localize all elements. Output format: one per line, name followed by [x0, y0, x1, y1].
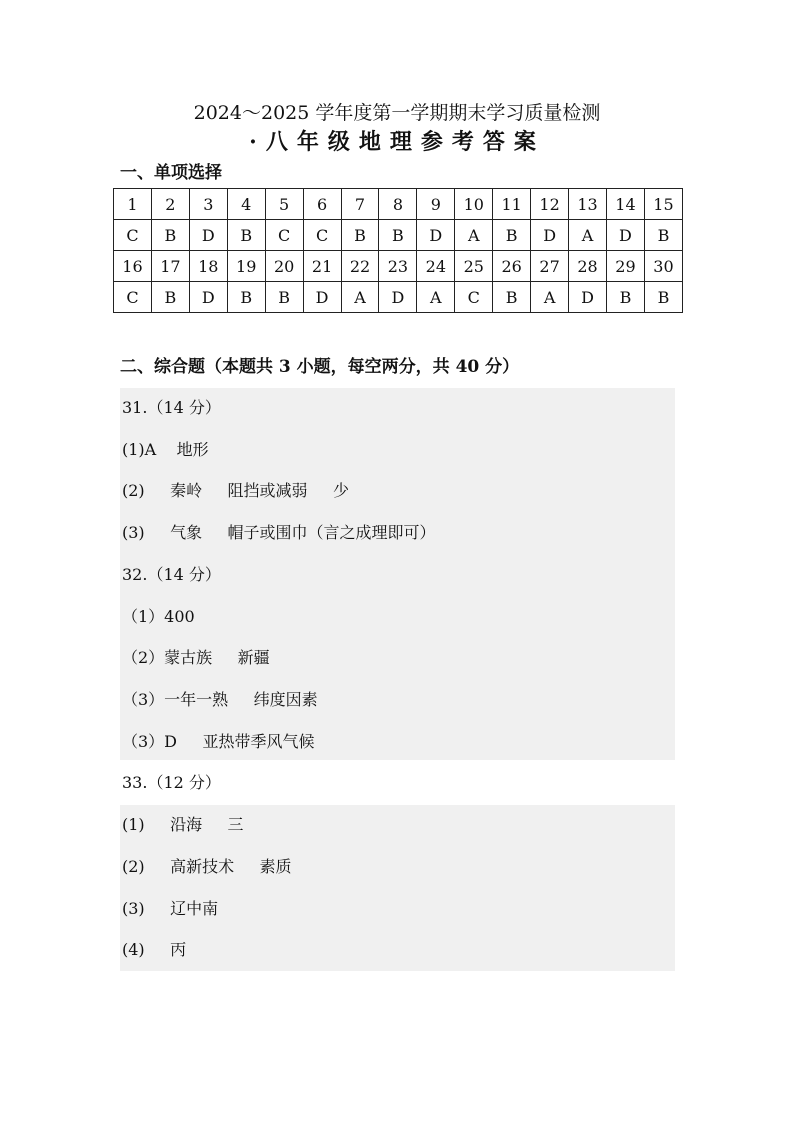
- question-number-cell: 14: [606, 189, 644, 220]
- answer-cell: B: [151, 220, 189, 251]
- answer-cell: A: [455, 220, 493, 251]
- question-number-cell: 30: [644, 251, 682, 282]
- document-subtitle: ·八年级地理参考答案: [249, 129, 545, 155]
- question-number-row: [114, 189, 683, 220]
- answer-row: [114, 220, 683, 251]
- question-number-cell: 28: [569, 251, 607, 282]
- question-32-answer-2: （2）蒙古族 新疆: [122, 648, 270, 667]
- answer-cell: D: [417, 220, 455, 251]
- question-33-title: 33.（12 分）: [122, 773, 221, 792]
- answer-cell: B: [151, 282, 189, 313]
- answer-cell: D: [189, 282, 227, 313]
- question-number-cell: 7: [341, 189, 379, 220]
- answer-cell: A: [531, 282, 569, 313]
- question-number-cell: 21: [303, 251, 341, 282]
- question-32-answer-1: （1）400: [122, 607, 195, 626]
- answer-cell: D: [303, 282, 341, 313]
- question-number-cell: 10: [455, 189, 493, 220]
- question-32-title: 32.（14 分）: [122, 565, 221, 584]
- question-number-cell: 26: [493, 251, 531, 282]
- document-title: 2024～2025 学年度第一学期期末学习质量检测: [193, 102, 601, 124]
- answer-cell: B: [227, 220, 265, 251]
- answer-cell: D: [569, 282, 607, 313]
- answer-cell: C: [265, 220, 303, 251]
- answer-cell: A: [569, 220, 607, 251]
- answer-cell: B: [341, 220, 379, 251]
- question-33-answer-4: (4) 丙: [122, 940, 187, 959]
- answer-cell: B: [644, 220, 682, 251]
- question-number-row: [114, 251, 683, 282]
- answer-cell: B: [493, 220, 531, 251]
- answer-table: [113, 188, 683, 313]
- answer-cell: C: [114, 220, 152, 251]
- question-number-cell: 6: [303, 189, 341, 220]
- section-heading-comprehensive: 二、综合题（本题共 3 小题，每空两分，共 40 分）: [120, 357, 520, 377]
- question-32-answer-3: （3）一年一熟 纬度因素: [122, 690, 318, 709]
- answer-cell: A: [341, 282, 379, 313]
- answer-cell: C: [303, 220, 341, 251]
- question-33-answer-1: (1) 沿海 三: [122, 815, 244, 834]
- question-number-cell: 9: [417, 189, 455, 220]
- question-number-cell: 23: [379, 251, 417, 282]
- answer-cell: D: [379, 282, 417, 313]
- question-number-cell: 2: [151, 189, 189, 220]
- question-number-cell: 20: [265, 251, 303, 282]
- question-number-cell: 29: [606, 251, 644, 282]
- answer-cell: D: [189, 220, 227, 251]
- question-number-cell: 27: [531, 251, 569, 282]
- answer-cell: C: [455, 282, 493, 313]
- question-number-cell: 24: [417, 251, 455, 282]
- answer-cell: C: [114, 282, 152, 313]
- question-number-cell: 11: [493, 189, 531, 220]
- question-number-cell: 17: [151, 251, 189, 282]
- question-number-cell: 4: [227, 189, 265, 220]
- answer-cell: B: [379, 220, 417, 251]
- answer-cell: D: [531, 220, 569, 251]
- question-number-cell: 19: [227, 251, 265, 282]
- question-33-answer-3: (3) 辽中南: [122, 899, 219, 918]
- question-31-answer-2: (2) 秦岭 阻挡或减弱 少: [122, 481, 349, 500]
- question-31-title: 31.（14 分）: [122, 398, 221, 417]
- answer-cell: B: [606, 282, 644, 313]
- answer-cell: B: [265, 282, 303, 313]
- question-number-cell: 8: [379, 189, 417, 220]
- question-number-cell: 13: [569, 189, 607, 220]
- question-number-cell: 15: [644, 189, 682, 220]
- answer-cell: B: [227, 282, 265, 313]
- question-number-cell: 25: [455, 251, 493, 282]
- question-number-cell: 18: [189, 251, 227, 282]
- section-heading-single-choice: 一、单项选择: [120, 163, 222, 183]
- question-number-cell: 22: [341, 251, 379, 282]
- question-number-cell: 12: [531, 189, 569, 220]
- question-number-cell: 5: [265, 189, 303, 220]
- question-number-cell: 16: [114, 251, 152, 282]
- answer-cell: B: [644, 282, 682, 313]
- answer-cell: B: [493, 282, 531, 313]
- question-31-answer-1: (1)A 地形: [122, 440, 209, 459]
- answer-cell: D: [606, 220, 644, 251]
- question-31-answer-3: (3) 气象 帽子或围巾（言之成理即可）: [122, 523, 436, 542]
- question-number-cell: 3: [189, 189, 227, 220]
- question-number-cell: 1: [114, 189, 152, 220]
- answer-cell: A: [417, 282, 455, 313]
- answer-row: [114, 282, 683, 313]
- question-33-answer-2: (2) 高新技术 素质: [122, 857, 292, 876]
- question-32-answer-4: （3）D 亚热带季风气候: [122, 732, 315, 751]
